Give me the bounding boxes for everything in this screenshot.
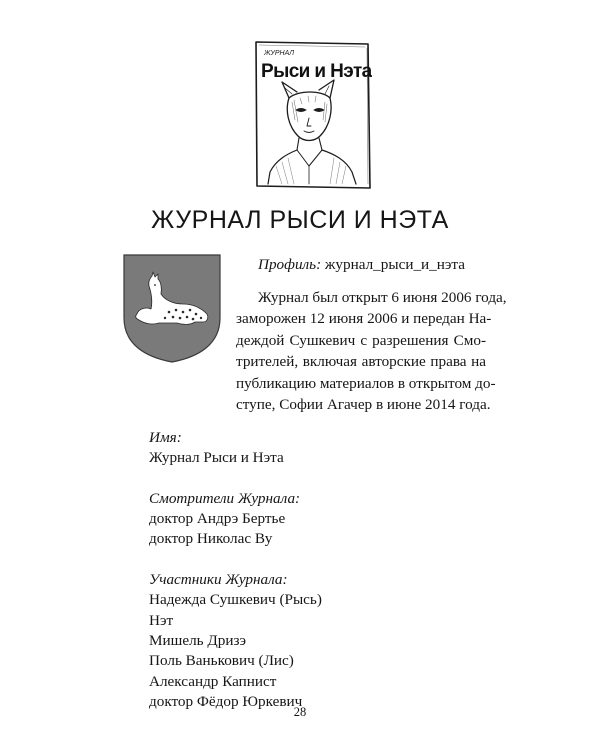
name-label: Имя: <box>149 429 182 446</box>
description-line: ступе, Софии Агачер в июне 2014 года. <box>236 396 491 414</box>
name-value: Журнал Рыси и Нэта <box>149 449 284 467</box>
description-line: публикацию материалов в открытом до- <box>236 374 496 392</box>
cat-portrait-icon <box>268 80 356 184</box>
participant-item: Александр Капнист <box>149 672 277 690</box>
lynx-coat-of-arms-icon <box>121 252 223 364</box>
profile-label: Профиль: <box>258 256 322 273</box>
name-section <box>149 428 509 469</box>
description-line: заморожен 12 июня 2006 и передан На- <box>236 310 492 328</box>
profile-line <box>258 255 508 274</box>
journal-cover-illustration <box>252 38 372 192</box>
participants-section <box>149 570 509 712</box>
participant-item: Мишель Дризэ <box>149 631 246 649</box>
description-line: трителей, включая авторские права на <box>236 353 486 371</box>
profile-value: журнал_рыси_и_нэта <box>324 256 465 273</box>
participant-item: Надежда Сушкевич (Рысь) <box>149 591 322 609</box>
description-line: деждой Сушкевич с разрешения Смо- <box>236 331 486 349</box>
page-title: ЖУРНАЛ РЫСИ И НЭТА <box>151 206 449 234</box>
participants-label: Участники Журнала: <box>149 571 288 589</box>
cover-title: Рыси и Нэта <box>261 61 372 82</box>
description-paragraph <box>236 287 507 415</box>
participant-item: доктор Фёдор Юркевич <box>149 692 303 710</box>
description-line: Журнал был открыт 6 июня 2006 года, <box>258 289 507 306</box>
participant-item: Поль Ванькович (Лис) <box>149 652 294 670</box>
journal-details <box>149 428 509 732</box>
keeper-item: доктор Андрэ Бертье <box>149 510 286 528</box>
cover-small-label: ЖУРНАЛ <box>264 50 295 57</box>
participant-item: Нэт <box>149 611 174 629</box>
keeper-item: доктор Николас Ву <box>149 530 273 548</box>
page-number: 28 <box>293 705 307 719</box>
keepers-label: Смотрители Журнала: <box>149 489 301 507</box>
keepers-section <box>149 489 509 550</box>
